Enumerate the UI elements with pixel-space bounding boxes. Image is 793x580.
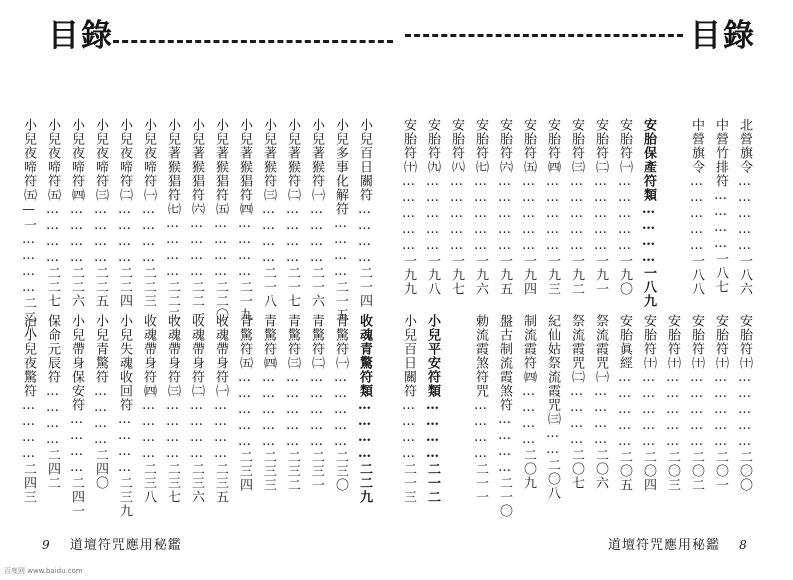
toc-entry: 治小兒夜驚符…………二四三 — [21, 314, 36, 504]
toc-entry: 北營旗令……………一八六 — [737, 118, 752, 296]
toc-entry: 安胎符㈨……………一九八 — [425, 118, 440, 296]
toc-entry: 安胎符㈧……………一九七 — [449, 118, 464, 296]
toc-entry: 安胎符㈣……………一九三 — [545, 118, 560, 296]
page-title-right: 目錄 — [690, 18, 756, 54]
toc-entry: 安胎保產符類…………一八九 — [641, 118, 656, 308]
toc-entry: 保命元辰符…………二四二 — [45, 314, 60, 490]
page-title-left: 目錄 — [48, 18, 114, 54]
toc-entry: 小兒百日關符…………二一四 — [357, 118, 372, 308]
right-page-footer — [608, 534, 748, 553]
toc-entry: 祭流霞咒㈠…………二〇六 — [593, 314, 608, 490]
toc-entry: 青驚符㈤……………二三四 — [237, 314, 252, 492]
toc-entry: 安胎符㈡……………一九一 — [593, 118, 608, 296]
toc-entry: 小兒夜啼符㈡…………二二四 — [117, 118, 132, 308]
toc-entry: 小兒夜啼符㈤—一…………二二八 — [21, 118, 36, 338]
toc-entry: 制流霞符㈣…………二〇九 — [521, 314, 536, 490]
toc-entry: 小兒平安符類…………二一二 — [425, 314, 440, 504]
left-page-footer — [42, 534, 182, 553]
toc-entry: 收魂帶身符㈡…………二三六 — [189, 314, 204, 504]
toc-entry: 小兒帶身保安符…………二四一 — [69, 314, 84, 518]
toc-entry: 小兒著猴猖符㈣…………二一九 — [237, 118, 252, 322]
left-book-title: 道壇符咒應用秘鑑 — [69, 538, 182, 553]
toc-entry: 小兒著猴符㈠…………二一六 — [309, 118, 324, 308]
toc-entry: 小兒失魂收回符…………二三九 — [117, 314, 132, 518]
toc-entry: 小兒青驚符…………二四〇 — [93, 314, 108, 490]
toc-entry: 小兒夜啼符㈣…………二二六 — [69, 118, 84, 308]
toc-entry: 安胎符㈩……………二〇一 — [713, 314, 728, 492]
right-page — [397, 0, 793, 580]
watermark: 百度网 www.baidu.com — [4, 567, 83, 575]
toc-entry: 勅流霞煞符咒…………二一一 — [473, 314, 488, 504]
toc-entry: 青驚符㈠……………二三〇 — [333, 314, 348, 492]
toc-entry: 小兒夜啼符㈤…………二二七 — [45, 118, 60, 308]
right-page-number: 8 — [739, 538, 748, 552]
toc-entry: 中營竹排符…………一八七 — [713, 118, 728, 294]
toc-entry: 安胎符㈩……………二〇四 — [641, 314, 656, 492]
toc-entry: 安胎符㈤……………一九四 — [521, 118, 536, 296]
toc-entry: 青驚符㈣……………二三三 — [261, 314, 276, 492]
toc-entry: 安胎符㈢……………一九二 — [569, 118, 584, 296]
toc-entry: 紀仙姑祭流霞咒㈢……二〇八 — [545, 314, 560, 500]
right-book-title: 道壇符咒應用秘鑑 — [608, 538, 721, 553]
toc-entry: 盤古制流霞煞符…………二一〇 — [497, 314, 512, 518]
toc-entry: 小兒著猴符㈢…………二一八 — [261, 118, 276, 308]
toc-entry: 小兒著猴符㈡…………二一七 — [285, 118, 300, 308]
toc-entry: 小兒夜啼符㈢…………二二五 — [93, 118, 108, 308]
toc-entry: 安胎符㈩……………二〇〇 — [737, 314, 752, 492]
toc-entry: 安胎符㈩……………一九九 — [401, 118, 416, 296]
toc-entry: 小兒著猴猖符㈦…………二二二 — [165, 118, 180, 322]
toc-entry: 小兒夜啼符㈠…………二二三 — [141, 118, 156, 308]
toc-entry: 中營旗令……………一八八 — [689, 118, 704, 296]
toc-entry: 小兒著猴猖符㈤…………二二〇 — [213, 118, 228, 322]
toc-entry: 安胎符㈥……………一九五 — [497, 118, 512, 296]
toc-entry: 收魂帶身符㈠…………二三五 — [213, 314, 228, 504]
toc-entry: 安胎符㈩……………二〇三 — [665, 314, 680, 492]
toc-entry: 小兒百日關符…………二一三 — [401, 314, 416, 504]
left-page-number: 9 — [42, 538, 51, 552]
toc-entry: 青驚符㈡……………二三一 — [309, 314, 324, 492]
toc-entry: 安胎符㈦……………一九六 — [473, 118, 488, 296]
toc-entry: 小兒著猴猖符㈥…………二二一 — [189, 118, 204, 322]
toc-entry: 安胎符㈠……………一九〇 — [617, 118, 632, 296]
toc-entry: 安胎符㈩……………二〇二 — [689, 314, 704, 492]
toc-entry: 青驚符㈢……………二三二 — [285, 314, 300, 492]
toc-entry: 收魂帶身符㈣…………二三八 — [141, 314, 156, 504]
left-page — [0, 0, 396, 580]
toc-entry: 安胎眞經……………二〇五 — [617, 314, 632, 492]
toc-entry: 收魂青驚符類…………二二九 — [357, 314, 372, 504]
toc-entry: 小兒多事化解符…………二一五 — [333, 118, 348, 322]
toc-entry: 祭流霞咒㈡…………二〇七 — [569, 314, 584, 490]
toc-entry: 收魂帶身符㈢…………二三七 — [165, 314, 180, 504]
